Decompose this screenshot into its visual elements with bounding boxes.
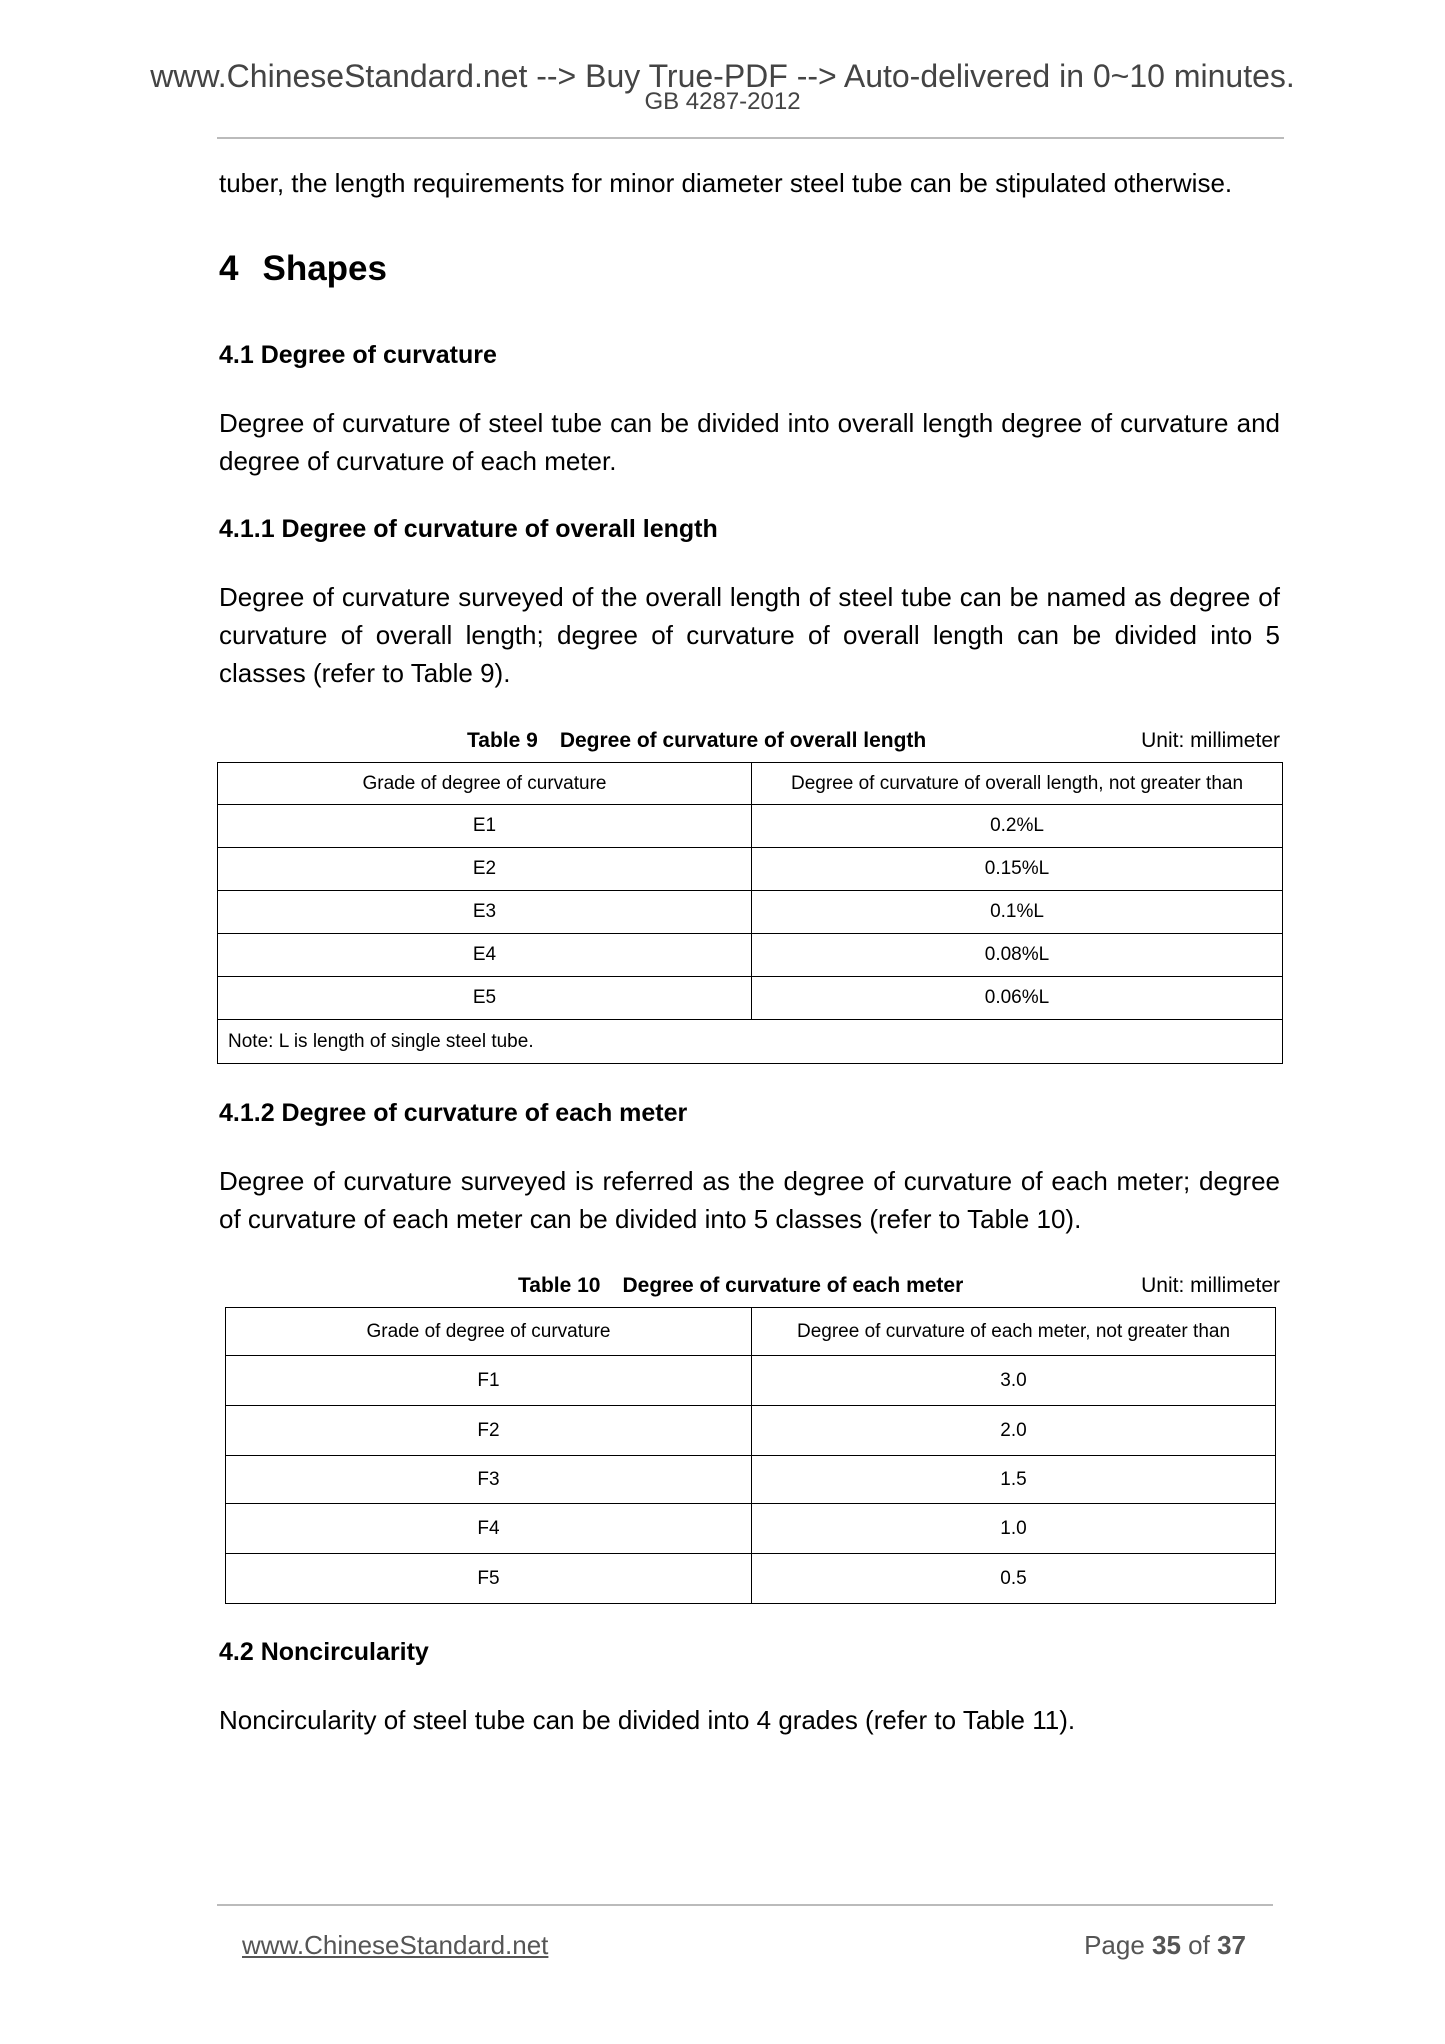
intro-paragraph: tuber, the length requirements for minor diameter steel tube can be stipulated otherwise. bbox=[219, 168, 1233, 198]
paragraph: Degree of curvature surveyed of the overall length of steel tube can be named as degree of curvature of overall length; degree of curvature of overall length can be divided into 5 classes (refer to Table 9). bbox=[219, 582, 1280, 688]
cell: F5 bbox=[226, 1554, 752, 1604]
table-row bbox=[218, 805, 1283, 848]
subsection-heading: 4.2 Noncircularity bbox=[219, 1638, 429, 1666]
cell: 2.0 bbox=[752, 1406, 1276, 1456]
cell: F3 bbox=[226, 1456, 752, 1504]
table-row bbox=[218, 891, 1283, 934]
table-10 bbox=[225, 1307, 1276, 1604]
document-id: GB 4287-2012 bbox=[644, 88, 801, 115]
page-total: 37 bbox=[1217, 1930, 1246, 1960]
paragraph: Degree of curvature surveyed is referred as the degree of curvature of each meter; degree of curvature of each meter can be divided into 5 classes (refer to Table 10). bbox=[219, 1166, 1280, 1234]
section-title: Shapes bbox=[262, 249, 387, 288]
page-of: of bbox=[1180, 1930, 1218, 1960]
cell: 0.2%L bbox=[752, 805, 1283, 848]
table-note-row bbox=[218, 1020, 1283, 1064]
cell: 0.15%L bbox=[752, 848, 1283, 891]
column-header: Grade of degree of curvature bbox=[226, 1308, 752, 1356]
subsection-heading: 4.1 Degree of curvature bbox=[219, 341, 497, 369]
table-unit: Unit: millimeter bbox=[1141, 1274, 1280, 1297]
section-number: 4 bbox=[219, 249, 239, 288]
table-caption bbox=[467, 729, 926, 753]
column-header: Grade of degree of curvature bbox=[218, 763, 752, 805]
cell: E2 bbox=[218, 848, 752, 891]
page-number: 35 bbox=[1152, 1930, 1181, 1960]
cell: 1.0 bbox=[752, 1504, 1276, 1554]
page-label: Page bbox=[1084, 1930, 1153, 1960]
page-indicator bbox=[1084, 1930, 1246, 1961]
table-number: Table 10 bbox=[518, 1274, 601, 1297]
cell: E4 bbox=[218, 934, 752, 977]
cell: F4 bbox=[226, 1504, 752, 1554]
footer-divider bbox=[217, 1904, 1273, 1906]
table-caption bbox=[518, 1274, 963, 1298]
table-unit: Unit: millimeter bbox=[1141, 729, 1280, 752]
table-row bbox=[218, 977, 1283, 1020]
cell: E3 bbox=[218, 891, 752, 934]
table-row bbox=[226, 1406, 1276, 1456]
table-row bbox=[218, 848, 1283, 891]
paragraph: Noncircularity of steel tube can be divided into 4 grades (refer to Table 11). bbox=[219, 1705, 1076, 1735]
header-banner: www.ChineseStandard.net --> Buy True-PDF --> Auto-delivered in 0~10 minutes. bbox=[150, 58, 1295, 94]
subsection-heading: 4.1.2 Degree of curvature of each meter bbox=[219, 1099, 688, 1127]
table-note: Note: L is length of single steel tube. bbox=[218, 1020, 1283, 1064]
footer-link[interactable] bbox=[242, 1930, 548, 1961]
table-number: Table 9 bbox=[467, 729, 538, 752]
paragraph: Degree of curvature of steel tube can be divided into overall length degree of curvature and degree of curvature of each meter. bbox=[219, 408, 1280, 476]
cell: 0.1%L bbox=[752, 891, 1283, 934]
column-header: Degree of curvature of overall length, not greater than bbox=[752, 763, 1283, 805]
cell: F2 bbox=[226, 1406, 752, 1456]
cell: 1.5 bbox=[752, 1456, 1276, 1504]
cell: E1 bbox=[218, 805, 752, 848]
table-title: Degree of curvature of overall length bbox=[559, 729, 927, 752]
website-link[interactable]: www.ChineseStandard.net bbox=[242, 1930, 549, 1960]
cell: 0.5 bbox=[752, 1554, 1276, 1604]
cell: F1 bbox=[226, 1356, 752, 1406]
header-divider bbox=[217, 137, 1284, 139]
table-row bbox=[226, 1456, 1276, 1504]
table-title: Degree of curvature of each meter bbox=[622, 1274, 964, 1297]
table-row bbox=[226, 1554, 1276, 1604]
cell: 0.08%L bbox=[752, 934, 1283, 977]
table-header-row bbox=[218, 763, 1283, 805]
table-row bbox=[226, 1504, 1276, 1554]
cell: E5 bbox=[218, 977, 752, 1020]
cell: 0.06%L bbox=[752, 977, 1283, 1020]
table-header-row bbox=[226, 1308, 1276, 1356]
section-heading bbox=[219, 249, 387, 289]
table-9 bbox=[217, 762, 1283, 1064]
table-row bbox=[218, 934, 1283, 977]
column-header: Degree of curvature of each meter, not greater than bbox=[752, 1308, 1276, 1356]
table-row bbox=[226, 1356, 1276, 1406]
cell: 3.0 bbox=[752, 1356, 1276, 1406]
subsection-heading: 4.1.1 Degree of curvature of overall length bbox=[219, 515, 718, 543]
